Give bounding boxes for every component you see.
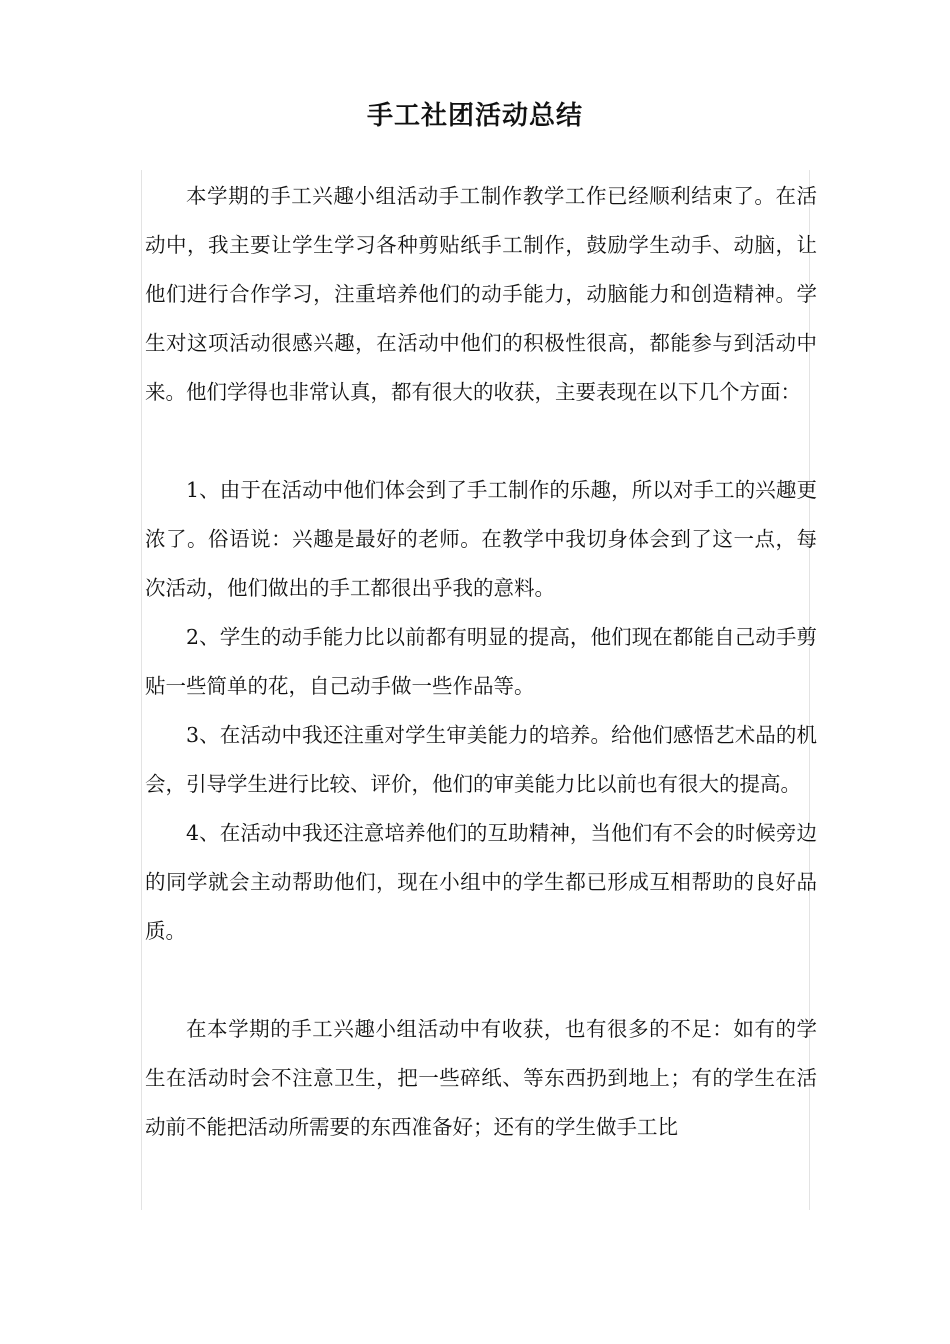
paragraph-point-4: 4、在活动中我还注意培养他们的互助精神，当他们有不会的时候旁边的同学就会主动帮助他们，现在小组中的学生都已形成互相帮助的良好品质。 [145, 821, 817, 943]
paragraph-intro: 本学期的手工兴趣小组活动手工制作教学工作已经顺利结束了。在活动中，我主要让学生学习各种剪贴纸手工制作，鼓励学生动手、动脑，让他们进行合作学习，注重培养他们的动手能力，动脑能力和创造精神。学生对这项活动很感兴趣，在活动中他们的积极性很高，都能参与到活动中来。他们学得也非常认真，都有很大的收获，主要表现在以下几个方面： [145, 184, 817, 404]
paragraph-shortcomings: 在本学期的手工兴趣小组活动中有收获，也有很多的不足：如有的学生在活动时会不注意卫生，把一些碎纸、等东西扔到地上；有的学生在活动前不能把活动所需要的东西准备好；还有的学生做手工比 [145, 1017, 817, 1139]
document-body [145, 172, 817, 1152]
paragraph-point-1: 1、由于在活动中他们体会到了手工制作的乐趣，所以对手工的兴趣更浓了。俗语说：兴趣是最好的老师。在教学中我切身体会到了这一点，每次活动，他们做出的手工都很出乎我的意料。 [145, 478, 817, 600]
paragraph-point-2: 2、学生的动手能力比以前都有明显的提高，他们现在都能自己动手剪贴一些简单的花，自己动手做一些作品等。 [145, 625, 817, 698]
paragraph-point-3: 3、在活动中我还注重对学生审美能力的培养。给他们感悟艺术品的机会，引导学生进行比较、评价，他们的审美能力比以前也有很大的提高。 [145, 723, 817, 796]
document-title: 手工社团活动总结 [366, 101, 583, 131]
